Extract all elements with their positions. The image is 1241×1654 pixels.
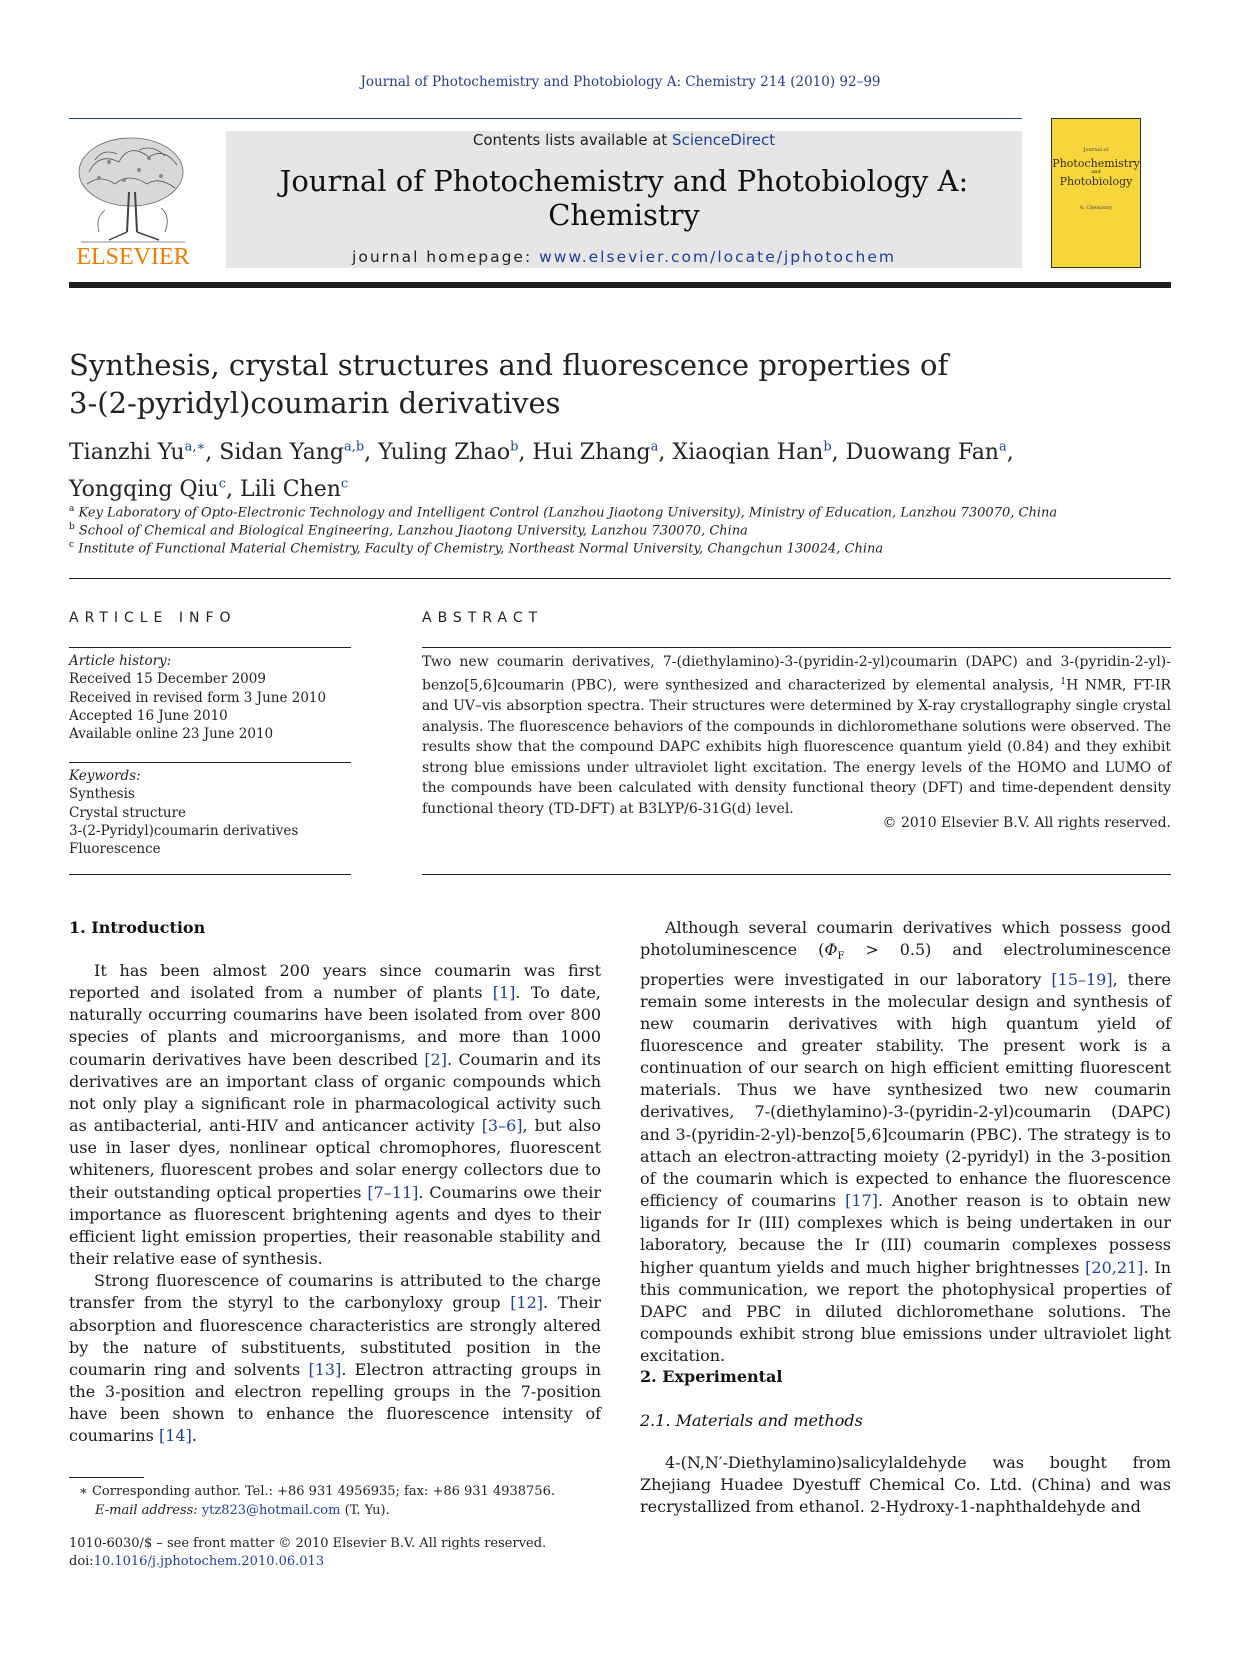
text-run: . Coumarin and its derivatives are an important class of organic compounds which not only play a significant role in pharmacological activity such as antibacterial, anti-HIV and anticancer activity xyxy=(69,1049,601,1136)
keyword: Synthesis xyxy=(69,786,135,803)
history-item: Received 15 December 2009 xyxy=(69,671,266,688)
citation-link[interactable]: [7–11] xyxy=(367,1182,419,1202)
author: Yongqing Qiu$^c$, xyxy=(69,476,240,502)
author: Lili Chen$^c$ xyxy=(240,476,349,502)
subsection-heading-materials: 2.1. Materials and methods xyxy=(640,1411,863,1430)
article-title xyxy=(69,346,1069,422)
homepage-link[interactable]: www.elsevier.com/locate/jphotochem xyxy=(539,248,896,266)
divider xyxy=(422,874,1171,875)
author: Duowang Fan$^a$, xyxy=(845,440,1014,466)
email-link[interactable]: ytz823@hotmail.com xyxy=(201,1502,341,1518)
journal-cover xyxy=(1051,118,1141,268)
homepage-prefix: journal homepage: xyxy=(352,248,540,266)
email-line: E-mail address: ytz823@hotmail.com (T. Yu). xyxy=(95,1502,390,1518)
contents-line xyxy=(226,131,1022,149)
text-run: Strong fluorescence of coumarins is attributed to the charge transfer from the styryl to the carbonyloxy group xyxy=(69,1271,601,1313)
text-run: > 0.5) and electroluminescence properties were investigated in our laboratory xyxy=(640,940,1171,989)
masthead-thick-rule xyxy=(69,282,1171,288)
divider xyxy=(69,578,1171,579)
affiliation-b: $^b$ School of Chemical and Biological Engineering, Lanzhou Jiaotong University, Lanzhou 730070, China xyxy=(69,522,748,539)
citation-link[interactable]: [20,21] xyxy=(1085,1257,1144,1277)
issn-line: 1010-6030/$ – see front matter © 2010 Elsevier B.V. All rights reserved. xyxy=(69,1536,547,1551)
front-matter xyxy=(69,1535,669,1571)
footnote xyxy=(69,1483,609,1520)
affiliation-c: $^c$ Institute of Functional Material Chemistry, Faculty of Chemistry, Northeast Normal University, Changchun 130024, China xyxy=(69,540,884,557)
affiliation-a: $^a$ Key Laboratory of Opto-Electronic Technology and Intelligent Control (Lanzhou Jiaotong University), Ministry of Education, Lanzhou 730070, China xyxy=(69,504,1058,521)
citation-link[interactable]: [2] xyxy=(424,1049,447,1069)
author: Xiaoqian Han$^b$, xyxy=(672,440,846,466)
citation-link[interactable]: [1] xyxy=(492,983,516,1003)
copyright: © 2010 Elsevier B.V. All rights reserved. xyxy=(882,815,1171,831)
text-run: , but also use in laser dyes, nonlinear optical chromophores, fluorescent whiteners, fluorescent probes and solar energy collectors due to their outstanding optical properties xyxy=(69,1116,602,1202)
paragraph xyxy=(69,960,601,1270)
right-column-text xyxy=(640,917,1171,1367)
keywords-label: Keywords: xyxy=(69,768,141,784)
contents-prefix: Contents lists available at xyxy=(472,131,673,149)
doi-link[interactable]: 10.1016/j.jphotochem.2010.06.013 xyxy=(93,1554,325,1569)
divider xyxy=(422,647,1171,648)
keywords xyxy=(69,767,351,858)
cover-small-top: Journal of xyxy=(1083,147,1109,153)
citation-link[interactable]: [3–6] xyxy=(481,1116,523,1136)
paragraph xyxy=(69,1270,601,1447)
divider xyxy=(69,762,351,763)
cover-subtitle: A: Chemistry xyxy=(1079,205,1113,211)
cover-title-line2: Photobiology xyxy=(1059,175,1133,188)
article-title-line2: 3-(2-pyridyl)coumarin derivatives xyxy=(69,386,561,420)
divider xyxy=(69,874,351,875)
elsevier-wordmark: ELSEVIER xyxy=(76,244,190,270)
keyword: Fluorescence xyxy=(69,841,161,858)
paragraph xyxy=(640,917,1171,1367)
author: Sidan Yang$^{a,b}$, xyxy=(219,440,379,466)
cover-title xyxy=(1052,157,1140,188)
abstract-text: Two new coumarin derivatives, 7-(diethylamino)-3-(pyridin-2-yl)coumarin (DAPC) and 3-(pyridin-2-yl)-benzo[5,6]coumarin (PBC), were synthesized and characterized by elemental analysis, $^1$H NMR, FT-IR and UV–vis absorption spectra. Their structures were determined by X-ray crystallography single crystal analysis. The fluorescence behaviors of the compounds in dichloromethane solutions were observed. The results show that the compound DAPC exhibits high fluorescence quantum yield (0.84) and they exhibit strong blue emissions under ultraviolet light excitation. The energy levels of the HOMO and LUMO of the compounds have been calculated with density functional theory (DFT) and time-dependent density functional theory (TD-DFT) at B3LYP/6-31G(d) level. xyxy=(422,654,1172,817)
author: Yuling Zhao$^b$, xyxy=(378,440,533,466)
author-list xyxy=(69,432,1119,505)
doi-line: doi:10.1016/j.jphotochem.2010.06.013 xyxy=(69,1554,325,1569)
text-run: Although several coumarin derivatives which possess good photoluminescence ( xyxy=(640,918,1171,960)
citation-link[interactable]: [17] xyxy=(845,1191,878,1211)
section-heading-introduction: 1. Introduction xyxy=(69,918,206,937)
citation-link[interactable]: [12] xyxy=(510,1293,544,1313)
keyword: Crystal structure xyxy=(69,804,187,821)
text-run: It has been almost 200 years since coumarin was first reported and isolated from a number of plants xyxy=(69,961,601,1003)
article-history xyxy=(69,652,351,743)
text-run: . In this communication, we report the photophysical properties of DAPC and PBC in diluted dichloromethane solutions. The compounds exhibit strong blue emissions under ultraviolet light excitation. xyxy=(640,1257,1172,1366)
history-item: Accepted 16 June 2010 xyxy=(69,707,228,724)
journal-title xyxy=(226,164,1022,232)
running-header[interactable]: Journal of Photochemistry and Photobiology A: Chemistry 214 (2010) 92–99 xyxy=(360,74,881,90)
top-rule xyxy=(69,118,1022,119)
citation-link[interactable]: [15–19] xyxy=(1051,969,1113,989)
text-run: . To date, naturally occurring coumarins have been isolated from over 800 species of plants and microorganisms, and more than 1000 coumarin derivatives have been described xyxy=(69,983,602,1069)
paragraph: 4-(N,N′-Diethylamino)salicylaldehyde was bought from Zhejiang Huadee Dyestuff Chemical Co. Ltd. (China) and was recrystallized from ethanol. 2-Hydroxy-1-naphthaldehyde and xyxy=(640,1453,1171,1517)
author: Tianzhi $Yu^{a,∗}$, xyxy=(69,440,220,466)
elsevier-tree-icon xyxy=(69,132,197,274)
corresponding-author: ∗ Corresponding author. Tel.: +86 931 4956935; fax: +86 931 4938756. xyxy=(79,1484,555,1499)
homepage-line xyxy=(226,248,1022,266)
right-column-text-2 xyxy=(640,1452,1171,1518)
left-column-text xyxy=(69,960,601,1447)
keyword: 3-(2-Pyridyl)coumarin derivatives xyxy=(69,822,299,839)
text-run: , there remain some interests in the molecular design and synthesis of new coumarin derivatives with high quantum yield of fluorescence and greater stability. The present work is a continuation of our search on high efficient emitting fluorescent materials. Thus we have synthesized two new coumarin derivatives, 7-(diethylamino)-3-(pyridin-2-yl)coumarin (DAPC) and 3-(pyridin-2-yl)-benzo[5,6]coumarin (PBC). The strategy is to attach an electron-attracting moiety (2-pyridyl) in the 3-position of the coumarin which is expected to enhance the fluorescence efficiency of coumarins xyxy=(640,969,1171,1211)
journal-title-line1: Journal of Photochemistry and Photobiology A: xyxy=(279,164,969,198)
history-item: Available online 23 June 2010 xyxy=(69,726,274,743)
abstract-heading: ABSTRACT xyxy=(422,610,544,626)
text-run: . Electron attracting groups in the 3-position and electron repelling groups in the 7-position have been shown to enhance the fluorescence intensity of coumarins xyxy=(69,1359,601,1446)
cover-title-line1: Photochemistry xyxy=(1052,157,1140,170)
citation-link[interactable]: [13] xyxy=(308,1359,342,1379)
citation-link[interactable]: [14] xyxy=(158,1426,192,1446)
text-run: . Another reason is to obtain new ligands for Ir (III) complexes which is being undertaken in our laboratory, because the Ir (III) coumarin complexes possess higher quantum yields and much higher brightnesses xyxy=(640,1191,1172,1277)
section-heading-experimental: 2. Experimental xyxy=(640,1367,783,1386)
sciencedirect-link[interactable]: ScienceDirect xyxy=(672,131,776,149)
footnote-rule xyxy=(69,1477,144,1478)
text-run: . Their absorption and fluorescence characteristics are strongly altered by the nature of substituents, substituted position in the coumarin ring and solvents xyxy=(69,1293,602,1379)
history-label: Article history: xyxy=(69,653,172,669)
author: Hui Zhang$^a$, xyxy=(532,440,673,466)
elsevier-logo xyxy=(69,132,197,274)
subscript: F xyxy=(837,951,845,963)
text-run: . Coumarins owe their importance as fluorescent brightening agents and dyes to their efficient light emission properties, their reasonable stability and their relative ease of synthesis. xyxy=(69,1182,601,1269)
article-title-line1: Synthesis, crystal structures and fluorescence properties of xyxy=(69,348,949,382)
symbol: Φ xyxy=(824,940,838,960)
journal-title-line2: Chemistry xyxy=(548,198,700,232)
text-run: . xyxy=(191,1426,197,1446)
history-item: Received in revised form 3 June 2010 xyxy=(69,689,327,706)
article-info-heading: ARTICLE INFO xyxy=(69,610,237,626)
divider xyxy=(69,647,351,648)
cover-title-and: and xyxy=(1091,169,1101,175)
